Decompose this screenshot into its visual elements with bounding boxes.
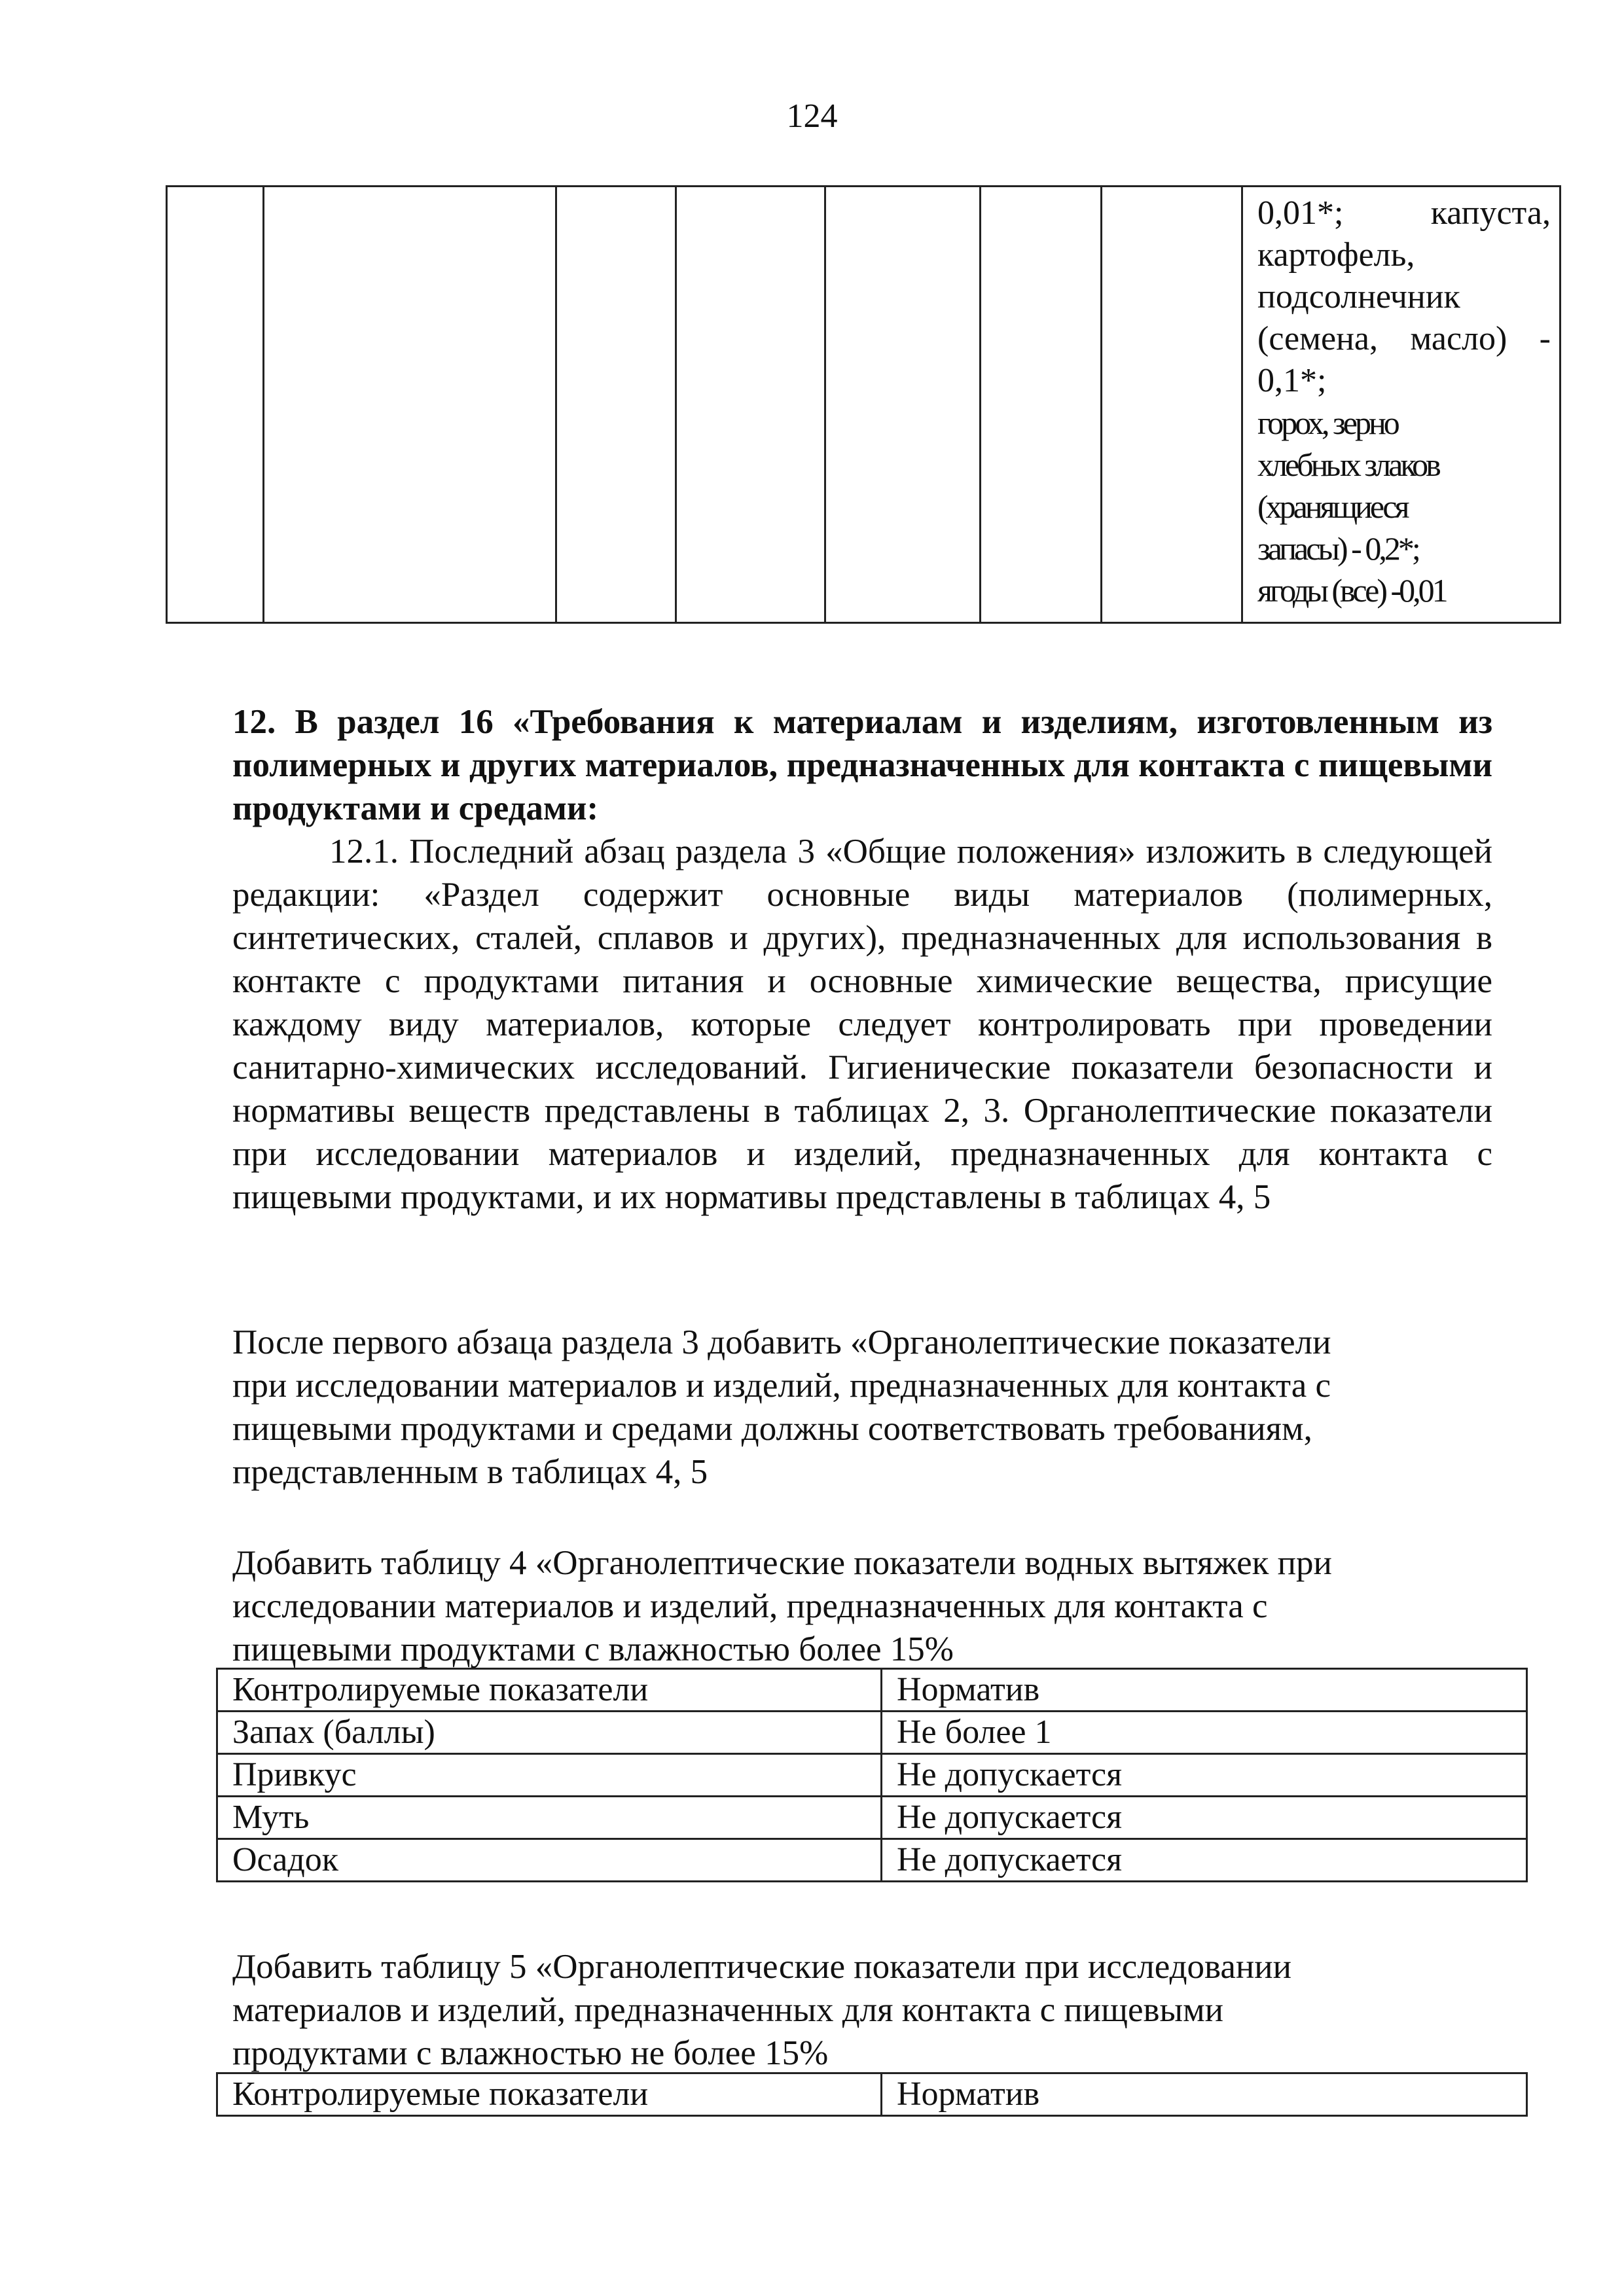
cell-word: масло) — [1410, 320, 1507, 357]
cell-line: запасы) - 0,2*; — [1257, 530, 1418, 567]
table-column-divider — [824, 187, 826, 622]
table-column-divider — [1100, 187, 1102, 622]
cell-line: (хранящиеся — [1257, 488, 1407, 525]
text-line: исследовании материалов и изделий, предназначенных для контакта с — [232, 1587, 1268, 1625]
cell-line — [1257, 318, 1551, 360]
paragraph-12-1: 12.1. Последний абзац раздела 3 «Общие положения» изложить в следующей редакции: «Раздел содержит основные виды материалов (полимерных, синтетических, сталей, сплавов и других), предназначенных для использования в контакте с продуктами питания и основные химические вещества, присущие каждому виду материалов, которые следует контролировать при проведении санитарно-химических исследований. Гигиенические показатели безопасности и нормативы веществ представлены в таблицах 2, 3. Органолептические показатели при исследовании материалов и изделий, предназначенных для контакта с пищевыми продуктами, и их нормативы представлены в таблицах 4, 5 — [232, 833, 1492, 1216]
text-line: при исследовании материалов и изделий, предназначенных для контакта с — [232, 1367, 1331, 1405]
cell-line — [1257, 192, 1551, 234]
table-header-cell: Норматив — [882, 1669, 1527, 1712]
table-cell: Не допускается — [882, 1754, 1527, 1797]
table-cell: Запах (баллы) — [217, 1712, 882, 1754]
table-row — [217, 1797, 1527, 1839]
cell-line: подсолнечник — [1257, 278, 1460, 315]
section-heading: 12. В раздел 16 «Требования к материалам и изделиям, изготовленным из полимерных и других материалов, предназначенных для контакта с пищевыми продуктами и средами: — [232, 703, 1492, 827]
cell-line: ягоды (все) -0,01 — [1257, 572, 1446, 609]
cell-word: - — [1539, 320, 1551, 357]
text-line: продуктами с влажностью не более 15% — [232, 2034, 829, 2072]
text-line: Добавить таблицу 4 «Органолептические показатели водных вытяжек при — [232, 1544, 1332, 1582]
cell-line: горох, зерно — [1257, 404, 1398, 441]
table-header-cell: Контролируемые показатели — [217, 1669, 882, 1712]
cell-word: 0,01*; — [1257, 194, 1344, 232]
text-line: представленным в таблицах 4, 5 — [232, 1453, 708, 1491]
text-line: После первого абзаца раздела 3 добавить «Органолептические показатели — [232, 1323, 1331, 1361]
table-column-divider — [555, 187, 557, 622]
table5-caption — [232, 1945, 1492, 2075]
table-row — [217, 1712, 1527, 1754]
cell-line: 0,1*; — [1257, 362, 1327, 399]
paragraph-after-first — [232, 1321, 1492, 1494]
page-number: 124 — [786, 98, 838, 135]
table-column-divider — [675, 187, 677, 622]
table-header-cell: Норматив — [882, 2073, 1527, 2116]
text-line: материалов и изделий, предназначенных для контакта с пищевыми — [232, 1991, 1224, 2029]
table-cell: Муть — [217, 1797, 882, 1839]
table-4 — [216, 1668, 1528, 1882]
text-line: пищевыми продуктами с влажностью более 15% — [232, 1630, 954, 1668]
cell-word: (семена, — [1257, 320, 1379, 357]
table-header-row — [217, 2073, 1527, 2116]
text-line: Добавить таблицу 5 «Органолептические показатели при исследовании — [232, 1948, 1291, 1986]
table-cell: Не допускается — [882, 1839, 1527, 1882]
table-header-cell: Контролируемые показатели — [217, 2073, 882, 2116]
table-cell: Привкус — [217, 1754, 882, 1797]
text-line: пищевыми продуктами и средами должны соответствовать требованиям, — [232, 1410, 1312, 1448]
table4-caption — [232, 1541, 1492, 1671]
table-row — [217, 1754, 1527, 1797]
table-column-divider — [979, 187, 981, 622]
cell-line: хлебных злаков — [1257, 446, 1439, 483]
cell-word: капуста, — [1430, 194, 1551, 232]
table-column-divider — [1241, 187, 1243, 622]
table-cell: Осадок — [217, 1839, 882, 1882]
table-cell: Не более 1 — [882, 1712, 1527, 1754]
continuation-table — [166, 185, 1561, 624]
table-cell-residue-norms — [1257, 187, 1551, 611]
table-column-divider — [262, 187, 264, 622]
table-5 — [216, 2072, 1528, 2117]
table-header-row — [217, 1669, 1527, 1712]
cell-line: картофель, — [1257, 236, 1415, 274]
table-cell: Не допускается — [882, 1797, 1527, 1839]
table-row — [217, 1839, 1527, 1882]
